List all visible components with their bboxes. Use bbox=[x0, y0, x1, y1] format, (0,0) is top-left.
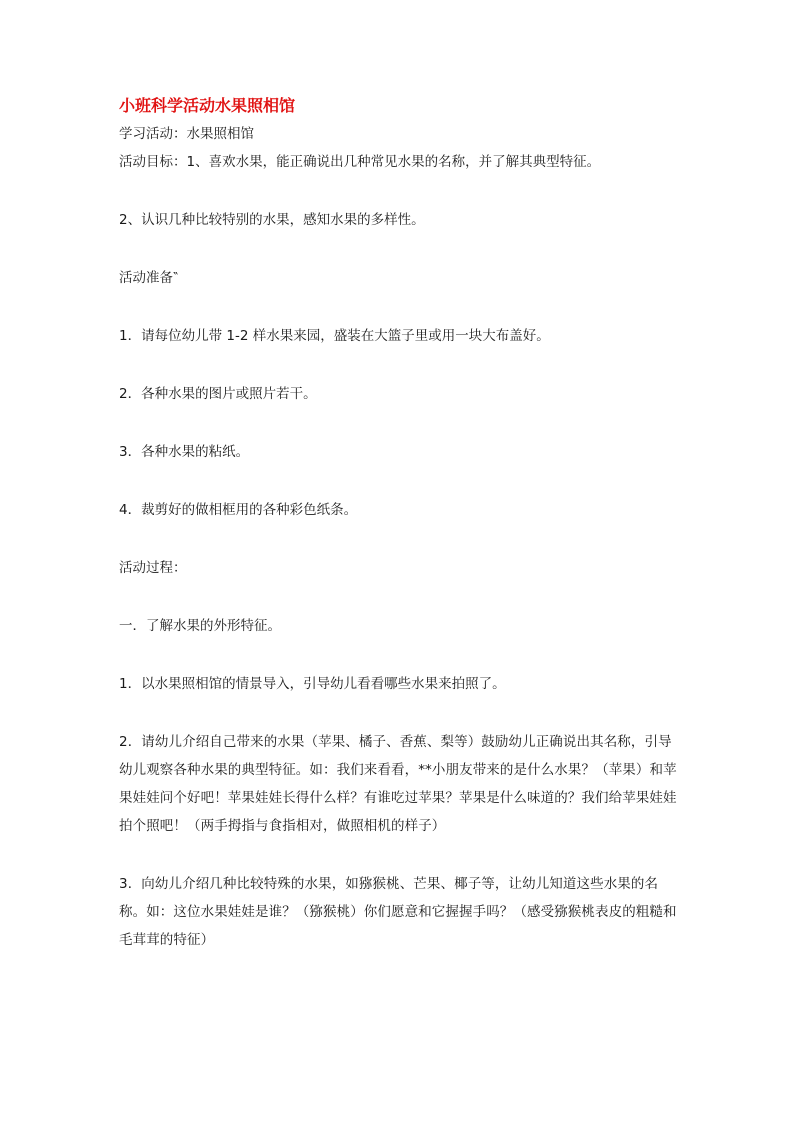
prep-item-3: 3．各种水果的粘纸。 bbox=[119, 444, 250, 460]
prep-item-2: 2．各种水果的图片或照片若干。 bbox=[119, 386, 317, 402]
spacer bbox=[119, 466, 679, 496]
spacer bbox=[119, 840, 679, 870]
spacer bbox=[119, 408, 679, 438]
prep-heading: 活动准备‶ bbox=[119, 270, 179, 286]
spacer bbox=[119, 524, 679, 554]
process-step-2: 2．请幼儿介绍自己带来的水果（苹果、橘子、香蕉、梨等）鼓励幼儿正确说出其名称，引导幼儿观察各种水果的典型特征。如：我们来看看，**小朋友带来的是什么水果？（苹果）和苹果娃娃问个好吧！苹果娃娃长得什么样？有谁吃过苹果？苹果是什么味道的？我们给苹果娃娃拍个照吧！（两手拇指与食指相对，做照相机的样子） bbox=[119, 734, 677, 834]
spacer bbox=[119, 350, 679, 380]
subject-line: 学习活动：水果照相馆 bbox=[119, 126, 254, 142]
spacer bbox=[119, 176, 679, 206]
spacer bbox=[119, 292, 679, 322]
process-heading: 活动过程： bbox=[119, 560, 187, 576]
spacer bbox=[119, 698, 679, 728]
document-title: 小班科学活动水果照相馆 bbox=[119, 96, 296, 115]
spacer bbox=[119, 582, 679, 612]
prep-item-1: 1．请每位幼儿带 1-2 样水果来园，盛装在大篮子里或用一块大布盖好。 bbox=[119, 328, 550, 344]
goal-2: 2、认识几种比较特别的水果，感知水果的多样性。 bbox=[119, 212, 425, 228]
spacer bbox=[119, 234, 679, 264]
document-content bbox=[119, 94, 679, 954]
process-step-3: 3．向幼儿介绍几种比较特殊的水果，如猕猴桃、芒果、椰子等，让幼儿知道这些水果的名称。如：这位水果娃娃是谁？（猕猴桃）你们愿意和它握握手吗？（感受猕猴桃表皮的粗糙和毛茸茸的特征） bbox=[119, 876, 677, 948]
section-1-heading: 一．了解水果的外形特征。 bbox=[119, 618, 281, 634]
goal-line: 活动目标：1、喜欢水果，能正确说出几种常见水果的名称，并了解其典型特征。 bbox=[119, 154, 601, 170]
process-step-1: 1．以水果照相馆的情景导入，引导幼儿看看哪些水果来拍照了。 bbox=[119, 676, 506, 692]
spacer bbox=[119, 640, 679, 670]
prep-item-4: 4．裁剪好的做相框用的各种彩色纸条。 bbox=[119, 502, 358, 518]
